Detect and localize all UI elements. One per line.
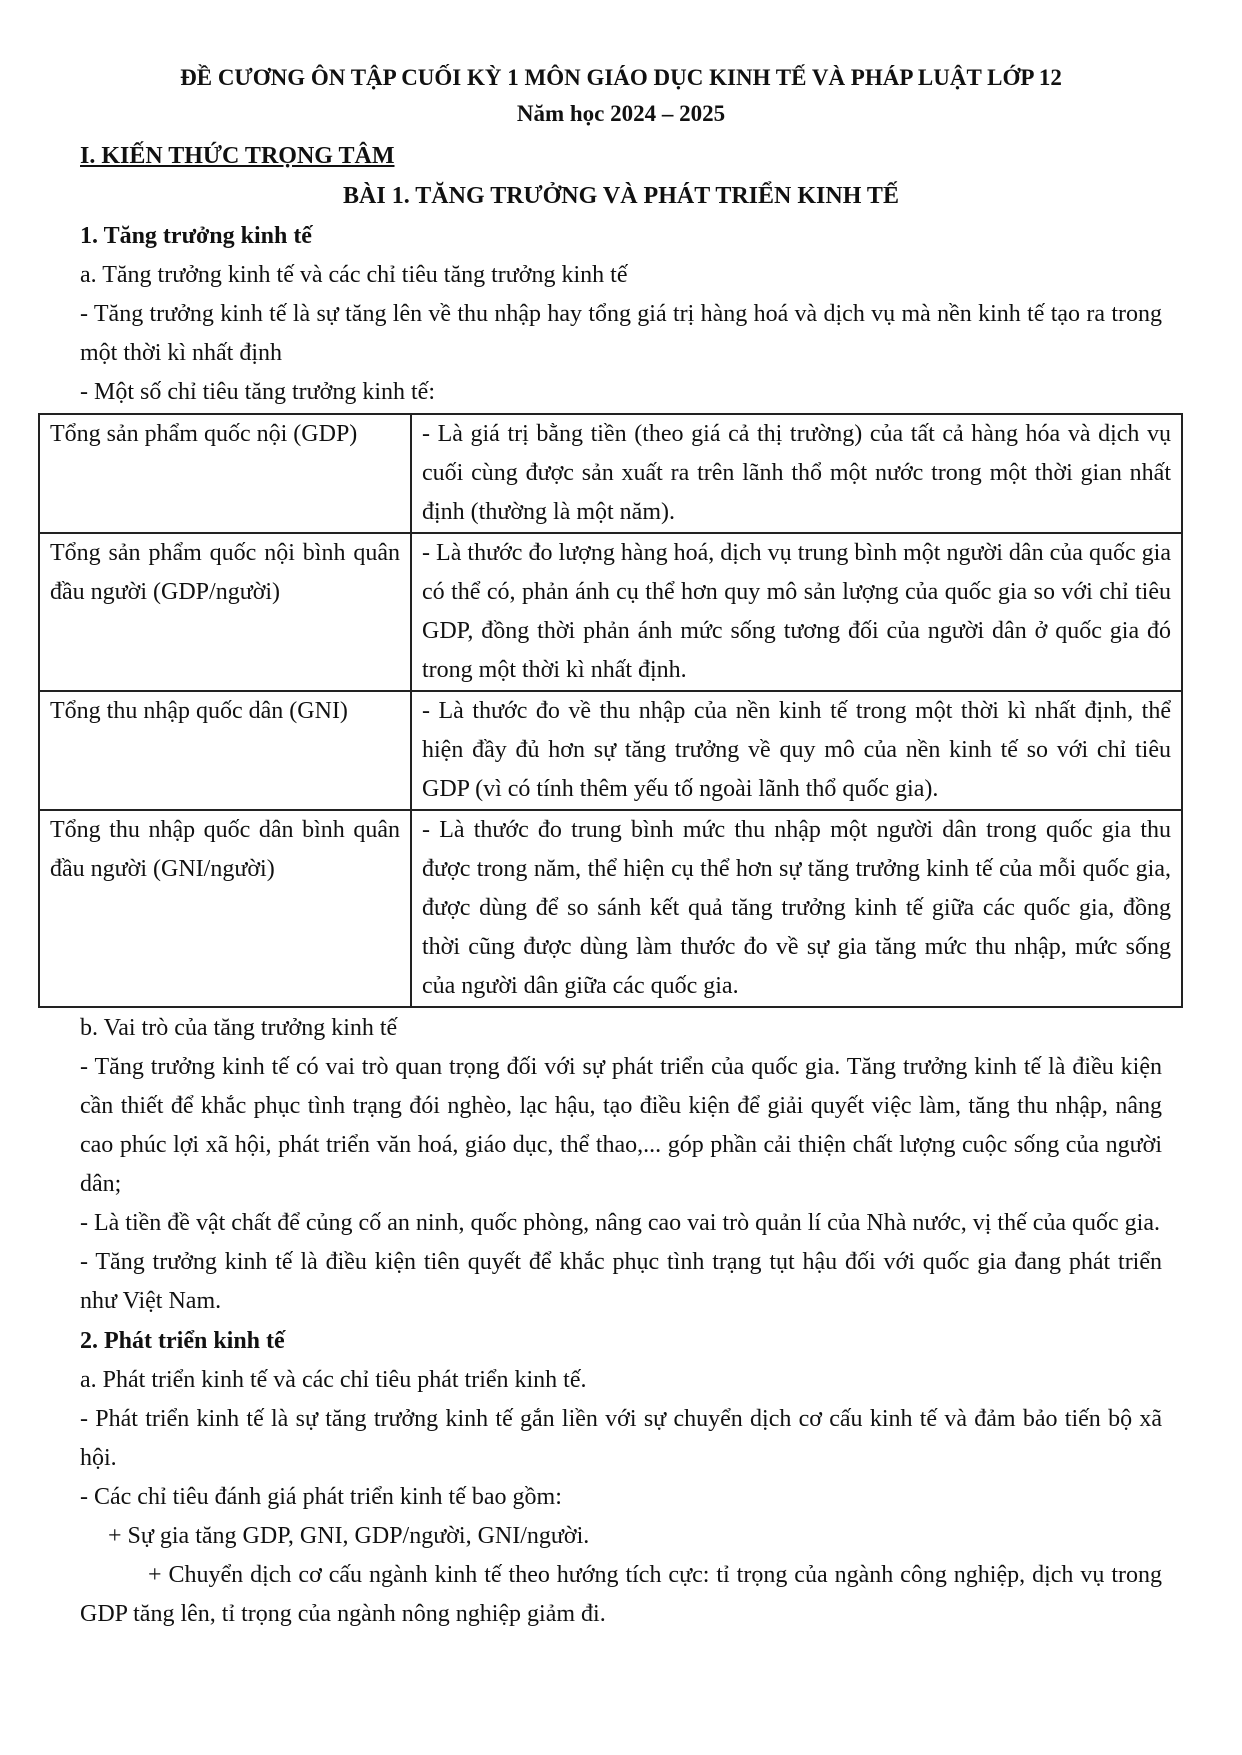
section-heading: I. KIẾN THỨC TRỌNG TÂM — [80, 143, 395, 169]
role-paragraph: - Tăng trưởng kinh tế là điều kiện tiên quyết để khắc phục tình trạng tụt hậu đối với quốc gia đang phát triển như Việt Nam. — [80, 1249, 1162, 1314]
table-row — [39, 414, 1182, 533]
part1-heading: 1. Tăng trưởng kinh tế — [80, 223, 312, 249]
part2-heading: 2. Phát triển kinh tế — [80, 1328, 285, 1354]
role-paragraph: - Là tiền đề vật chất để củng cố an ninh, quốc phòng, nâng cao vai trò quản lí của Nhà nước, vị thế của quốc gia. — [80, 1210, 1160, 1236]
lesson-heading: BÀI 1. TĂNG TRƯỞNG VÀ PHÁT TRIỂN KINH TẾ — [343, 183, 899, 209]
part1-definition: - Tăng trưởng kinh tế là sự tăng lên về thu nhập hay tổng giá trị hàng hoá và dịch vụ mà nền kinh tế tạo ra trong một thời kì nhất định — [80, 301, 1162, 366]
table-cell-term: Tổng sản phẩm quốc nội bình quân đầu người (GDP/người) — [39, 533, 411, 691]
part1-sub-b: b. Vai trò của tăng trưởng kinh tế — [80, 1015, 398, 1041]
role-paragraph: - Tăng trưởng kinh tế có vai trò quan trọng đối với sự phát triển của quốc gia. Tăng trưởng kinh tế là điều kiện cần thiết để khắc phục tình trạng đói nghèo, lạc hậu, tạo điều kiện để giải quyết việc làm, tăng thu nhập, nâng cao phúc lợi xã hội, phát triển văn hoá, giáo dục, thể thao,... góp phần cải thiện chất lượng cuộc sống của người dân; — [80, 1054, 1162, 1197]
part2-definition: - Phát triển kinh tế là sự tăng trưởng kinh tế gắn liền với sự chuyển dịch cơ cấu kinh tế và đảm bảo tiến bộ xã hội. — [80, 1406, 1162, 1471]
part1-sub-a: a. Tăng trưởng kinh tế và các chỉ tiêu tăng trưởng kinh tế — [80, 262, 628, 288]
table-cell-term: Tổng thu nhập quốc dân bình quân đầu người (GNI/người) — [39, 810, 411, 1007]
document-title: ĐỀ CƯƠNG ÔN TẬP CUỐI KỲ 1 MÔN GIÁO DỤC KINH TẾ VÀ PHÁP LUẬT LỚP 12 — [180, 65, 1062, 90]
part2-sub-a: a. Phát triển kinh tế và các chỉ tiêu phát triển kinh tế. — [80, 1367, 587, 1393]
table-row — [39, 533, 1182, 691]
table-cell-desc: - Là thước đo lượng hàng hoá, dịch vụ trung bình một người dân của quốc gia có thể có, phản ánh cụ thể hơn quy mô sản lượng của quốc gia so với chỉ tiêu GDP, đồng thời phản ánh mức sống tương đối của người dân ở quốc gia đó trong một thời kì nhất định. — [411, 533, 1182, 691]
part2-bullet — [80, 1556, 1162, 1634]
part2-indicators-intro: - Các chỉ tiêu đánh giá phát triển kinh tế bao gồm: — [80, 1484, 562, 1510]
part2-bullet-text: + Chuyển dịch cơ cấu ngành kinh tế theo hướng tích cực: tỉ trọng của ngành công nghiệp, dịch vụ trong GDP tăng lên, tỉ trọng của ngành nông nghiệp giảm đi. — [80, 1562, 1162, 1627]
table-cell-term: Tổng sản phẩm quốc nội (GDP) — [39, 414, 411, 533]
indicators-table — [38, 413, 1183, 1008]
school-year: Năm học 2024 – 2025 — [516, 101, 726, 126]
table-row — [39, 810, 1182, 1007]
table-row — [39, 691, 1182, 810]
table-cell-desc: - Là giá trị bằng tiền (theo giá cả thị trường) của tất cả hàng hóa và dịch vụ cuối cùng được sản xuất ra trên lãnh thổ một nước trong một thời gian nhất định (thường là một năm). — [411, 414, 1182, 533]
table-cell-desc: - Là thước đo trung bình mức thu nhập một người dân trong quốc gia thu được trong năm, thể hiện cụ thể hơn sự tăng trưởng kinh tế của mỗi quốc gia, được dùng để so sánh kết quả tăng trưởng kinh tế giữa các quốc gia, đồng thời cũng được dùng làm thước đo về sự gia tăng mức thu nhập, mức sống của người dân giữa các quốc gia. — [411, 810, 1182, 1007]
part2-bullet: + Sự gia tăng GDP, GNI, GDP/người, GNI/người. — [108, 1523, 590, 1549]
part1-indicators-intro: - Một số chỉ tiêu tăng trưởng kinh tế: — [80, 379, 435, 405]
table-cell-term: Tổng thu nhập quốc dân (GNI) — [39, 691, 411, 810]
table-cell-desc: - Là thước đo về thu nhập của nền kinh tế trong một thời kì nhất định, thể hiện đầy đủ hơn sự tăng trưởng về quy mô của nền kinh tế so với chỉ tiêu GDP (vì có tính thêm yếu tố ngoài lãnh thổ quốc gia). — [411, 691, 1182, 810]
